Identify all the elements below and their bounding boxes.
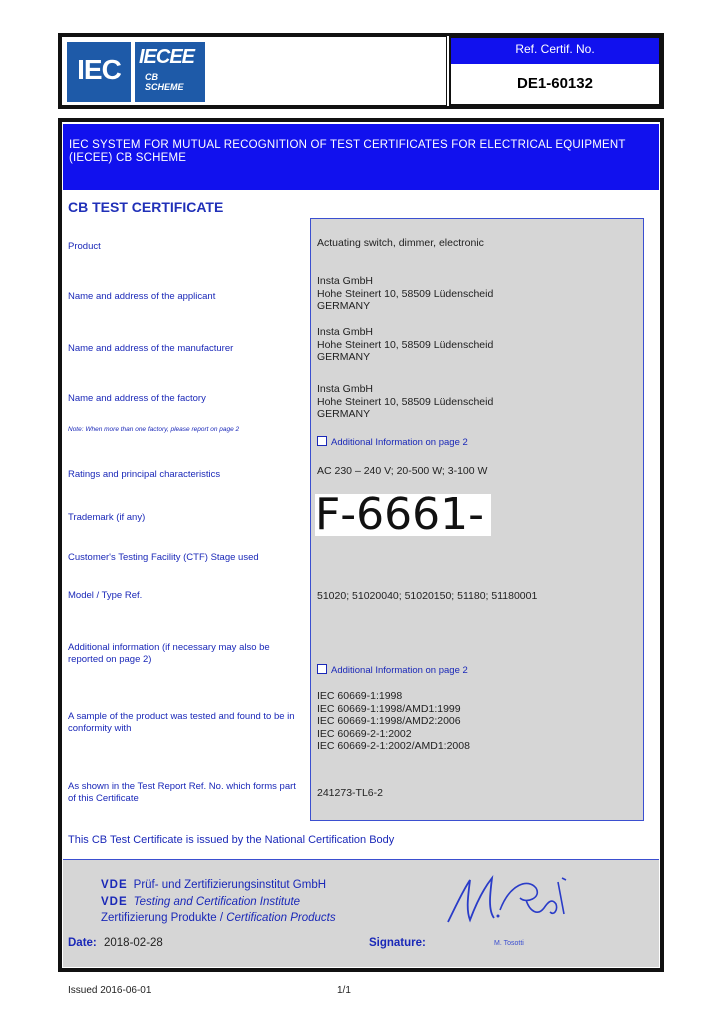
value-manufacturer: Insta GmbH Hohe Steinert 10, 58509 Lüdenscheid GERMANY: [317, 326, 494, 363]
label-ctf-stage: Customer's Testing Facility (CTF) Stage used: [68, 552, 259, 563]
scheme-logo-text: SCHEME: [145, 82, 184, 92]
form-issued-date: Issued 2016-06-01: [68, 985, 152, 996]
iecee-cb-scheme-logo: [135, 42, 205, 102]
ncb-line-english: [101, 896, 300, 908]
iecee-banner: IEC SYSTEM FOR MUTUAL RECOGNITION OF TEST CERTIFICATES FOR ELECTRICAL EQUIPMENT (IECEE) CB SCHEME: [63, 124, 659, 190]
value-ratings: AC 230 – 240 V; 20-500 W; 3-100 W: [317, 465, 488, 477]
signature-label: Signature:: [369, 937, 426, 949]
ncb-name-german: Prüf- und Zertifizierungsinstitut GmbH: [133, 879, 327, 891]
ncb-name-english: Testing and Certification Institute: [133, 896, 301, 908]
label-factory: Name and address of the factory: [68, 393, 206, 404]
cb-logo-text: CB: [145, 72, 158, 82]
date-label: Date:: [68, 937, 97, 949]
checkbox-icon: [317, 436, 327, 446]
additional-info-checkbox-1: [317, 436, 468, 448]
value-conformity-standards: IEC 60669-1:1998 IEC 60669-1:1998/AMD1:1999 IEC 60669-1:1998/AMD2:2006 IEC 60669-2-1:2002 IEC 60669-2-1:2002/AMD1:2008: [317, 690, 470, 752]
label-model-type: Model / Type Ref.: [68, 590, 143, 601]
label-conformity: A sample of the product was tested and found to be in conformity with: [68, 711, 295, 734]
department-english: Certification Products: [226, 912, 336, 924]
label-product: Product: [68, 241, 101, 252]
ref-certif-number: DE1-60132: [517, 75, 593, 92]
signatory-name: M. Tosotti: [494, 940, 524, 947]
ref-certif-label: Ref. Certif. No.: [451, 38, 659, 64]
value-product: Actuating switch, dimmer, electronic: [317, 237, 484, 249]
date-value: 2018-02-28: [104, 937, 163, 949]
label-ratings: Ratings and principal characteristics: [68, 469, 221, 480]
ncb-line-german: [101, 879, 326, 891]
additional-info-checkbox-2: [317, 664, 468, 676]
iec-logo: IEC: [67, 42, 131, 102]
value-test-report-ref: 241273-TL6-2: [317, 787, 383, 799]
signature-image: [440, 870, 580, 930]
label-applicant: Name and address of the applicant: [68, 291, 216, 302]
label-additional-info: Additional information (if necessary may also be reported on page 2): [68, 642, 270, 665]
certificate-title: CB TEST CERTIFICATE: [68, 199, 224, 215]
value-trademark: F-6661-: [315, 494, 491, 536]
additional-info-label-1: Additional Information on page 2: [331, 437, 468, 448]
ncb-line-department: [101, 912, 336, 924]
value-model-type: 51020; 51020040; 51020150; 51180; 51180001: [317, 590, 538, 602]
label-test-report: As shown in the Test Report Ref. No. which forms part of this Certificate: [68, 781, 296, 804]
label-manufacturer: Name and address of the manufacturer: [68, 343, 234, 354]
vde-brand: VDE: [101, 879, 128, 891]
vde-brand: VDE: [101, 896, 128, 908]
cb-scheme-logo-text: [145, 72, 184, 92]
issued-by-statement: This CB Test Certificate is issued by the National Certification Body: [68, 834, 395, 846]
department-german: Zertifizierung Produkte /: [101, 912, 227, 924]
factory-note: Note: When more than one factory, please report on page 2: [68, 426, 240, 433]
additional-info-label-2: Additional Information on page 2: [331, 665, 468, 676]
page-number: 1/1: [337, 985, 351, 996]
value-applicant: Insta GmbH Hohe Steinert 10, 58509 Lüdenscheid GERMANY: [317, 275, 494, 312]
label-trademark: Trademark (if any): [68, 512, 146, 523]
value-factory: Insta GmbH Hohe Steinert 10, 58509 Lüdenscheid GERMANY: [317, 383, 494, 420]
iecee-logo-text: IECEE: [139, 46, 195, 68]
checkbox-icon: [317, 664, 327, 674]
